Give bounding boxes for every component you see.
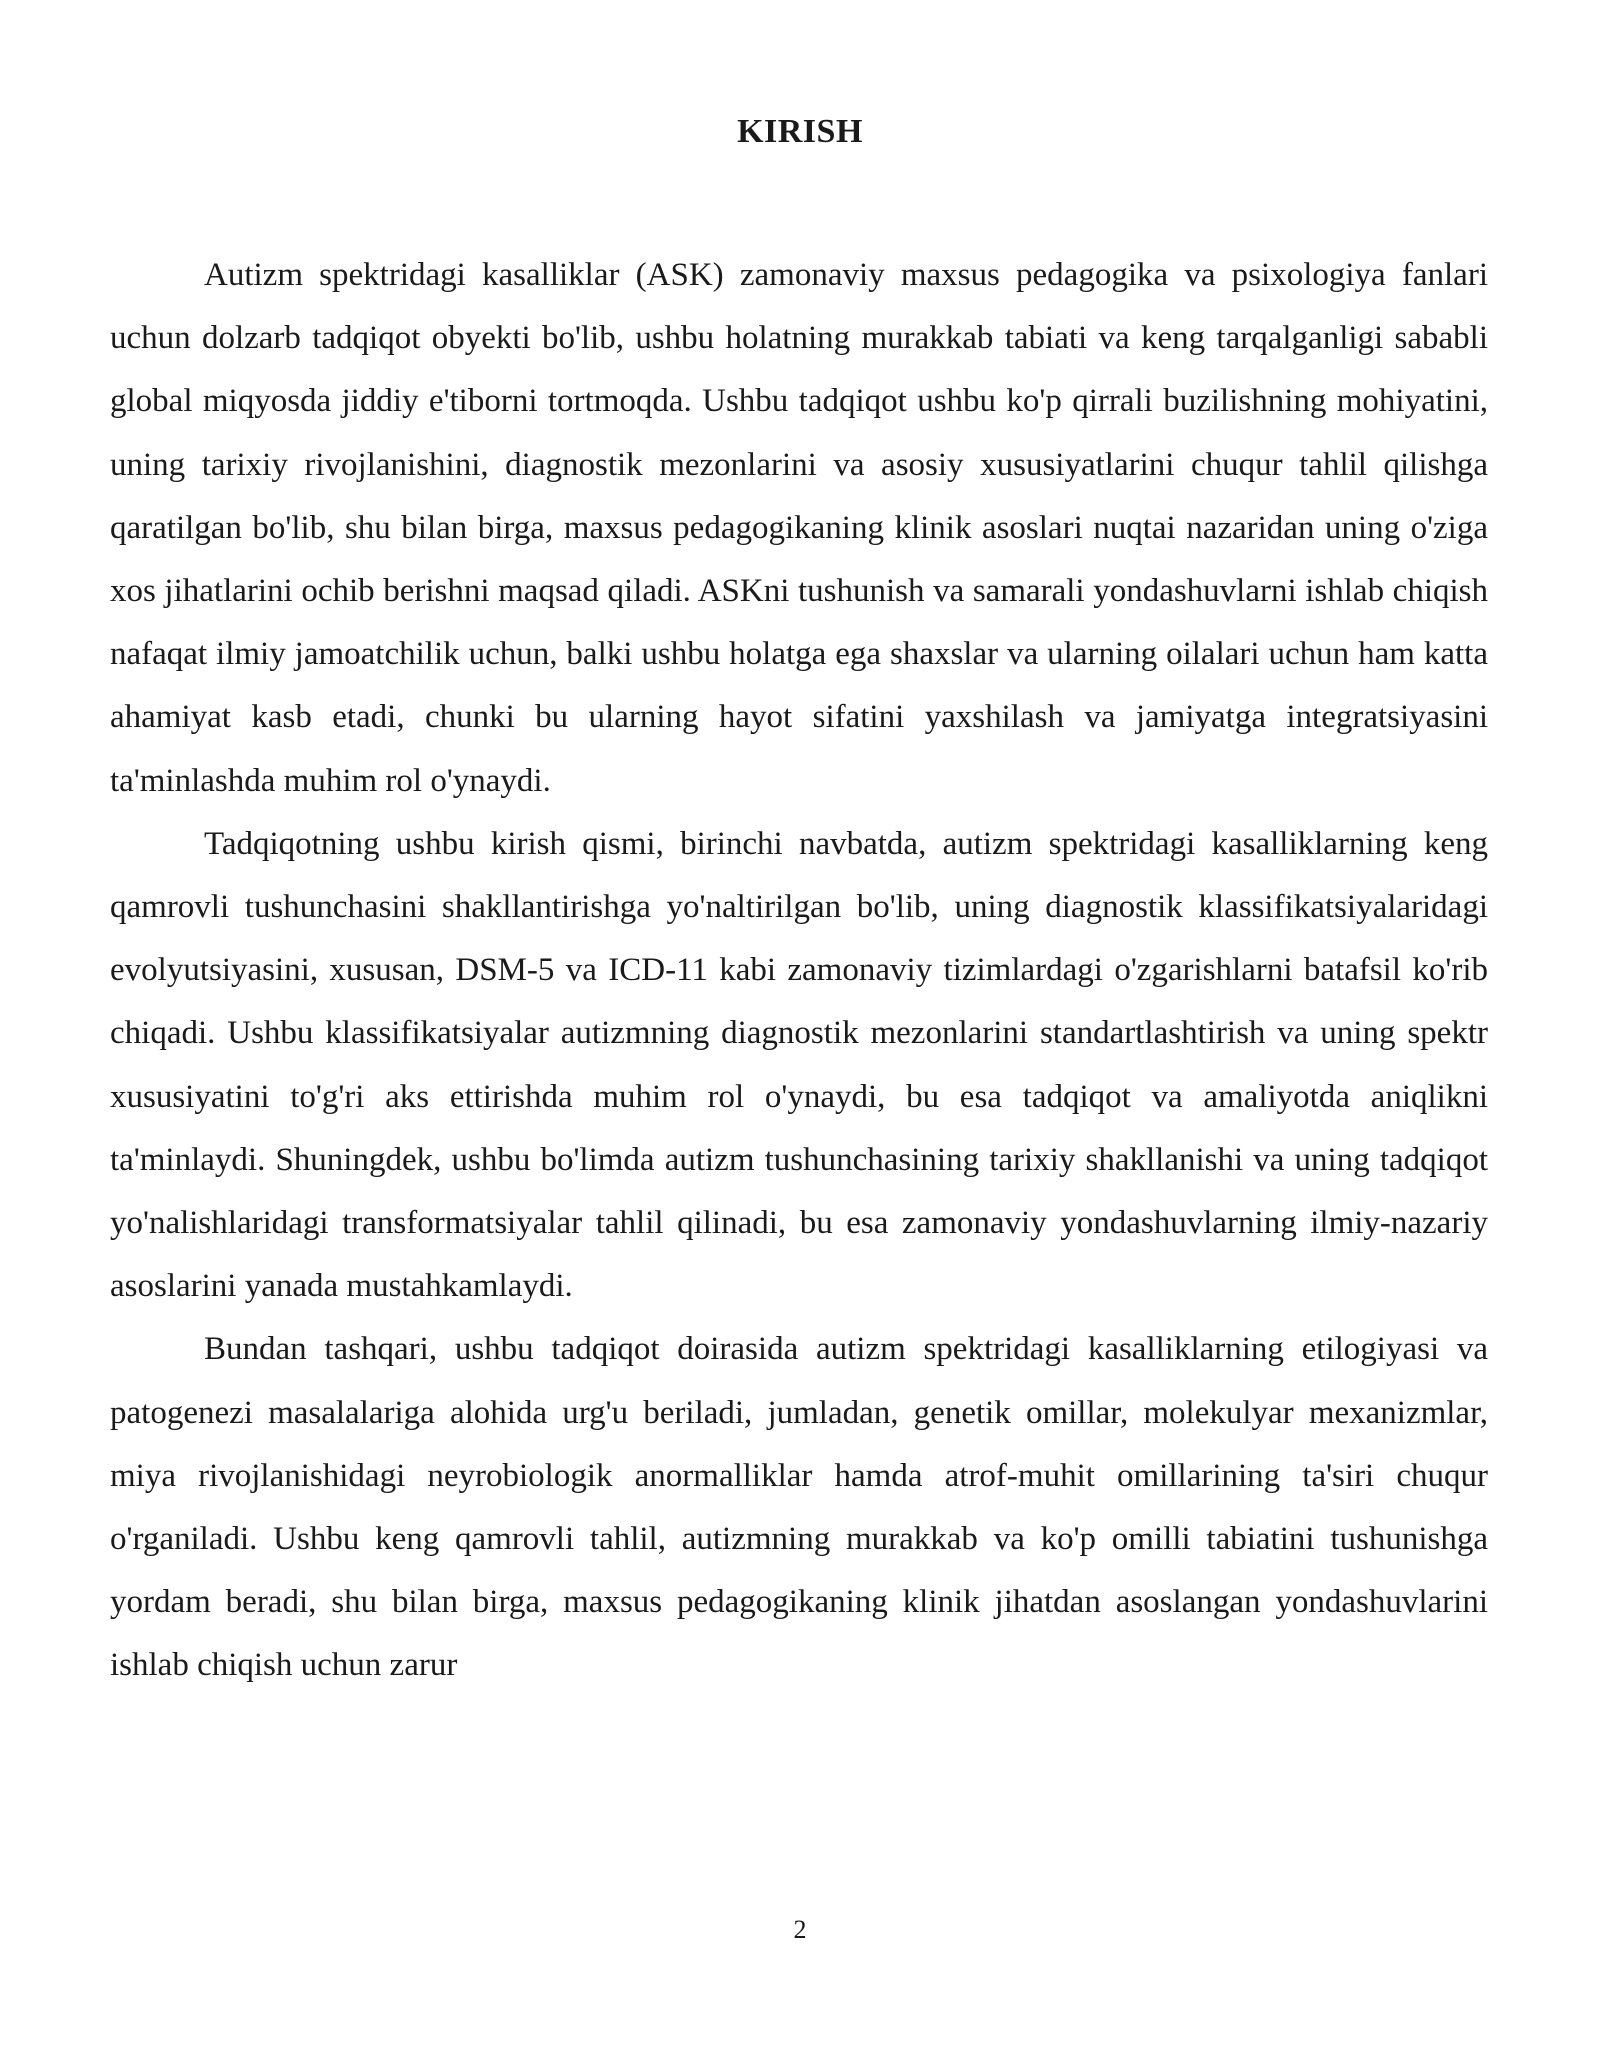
paragraph-2: Tadqiqotning ushbu kirish qismi, birinchi navbatda, autizm spektridagi kasalliklarning keng qamrovli tushunchasini shakllantirishga yo'naltirilgan bo'lib, uning diagnostik klassifikatsiyalaridagi evolyutsiyasini, xususan, DSM-5 va ICD-11 kabi zamonaviy tizimlardagi o'zgarishlarni batafsil ko'rib chiqadi. Ushbu klassifikatsiyalar autizmning diagnostik mezonlarini standartlashtirish va uning spektr xususiyatini to'g'ri aks ettirishda muhim rol o'ynaydi, bu esa tadqiqot va amaliyotda aniqlikni ta'minlaydi. Shuningdek, ushbu bo'limda autizm tushunchasining tarixiy shakllanishi va uning tadqiqot yo'nalishlaridagi transformatsiyalar tahlil qilinadi, bu esa zamonaviy yondashuvlarning ilmiy-nazariy asoslarini yanada mustahkamlaydi. [110,825,1488,1305]
page-number: 2 [793,1915,807,1944]
body-text [110,244,1488,1698]
paragraph-3: Bundan tashqari, ushbu tadqiqot doirasida autizm spektridagi kasalliklarning etilogiyasi va patogenezi masalalariga alohida urg'u beriladi, jumladan, genetik omillar, molekulyar mexanizmlar, miya rivojlanishidagi neyrobiologik anormalliklar hamda atrof-muhit omillarining ta'siri chuqur o'rganiladi. Ushbu keng qamrovli tahlil, autizmning murakkab va ko'p omilli tabiatini tushunishga yordam beradi, shu bilan birga, maxsus pedagogikaning klinik jihatdan asoslangan yondashuvlarini ishlab chiqish uchun zarur [110,1331,1488,1684]
section-title: KIRISH [737,113,863,150]
paragraph-1: Autizm spektridagi kasalliklar (ASK) zamonaviy maxsus pedagogika va psixologiya fanlari uchun dolzarb tadqiqot obyekti bo'lib, ushbu holatning murakkab tabiati va keng tarqalganligi sababli global miqyosda jiddiy e'tiborni tortmoqda. Ushbu tadqiqot ushbu ko'p qirrali buzilishning mohiyatini, uning tarixiy rivojlanishini, diagnostik mezonlarini va asosiy xususiyatlarini chuqur tahlil qilishga qaratilgan bo'lib, shu bilan birga, maxsus pedagogikaning klinik asoslari nuqtai nazaridan uning o'ziga xos jihatlarini ochib berishni maqsad qiladi. ASKni tushunish va samarali yondashuvlarni ishlab chiqish nafaqat ilmiy jamoatchilik uchun, balki ushbu holatga ega shaxslar va ularning oilalari uchun ham katta ahamiyat kasb etadi, chunki bu ularning hayot sifatini yaxshilash va jamiyatga integratsiyasini ta'minlashda muhim rol o'ynaydi. [110,257,1488,799]
